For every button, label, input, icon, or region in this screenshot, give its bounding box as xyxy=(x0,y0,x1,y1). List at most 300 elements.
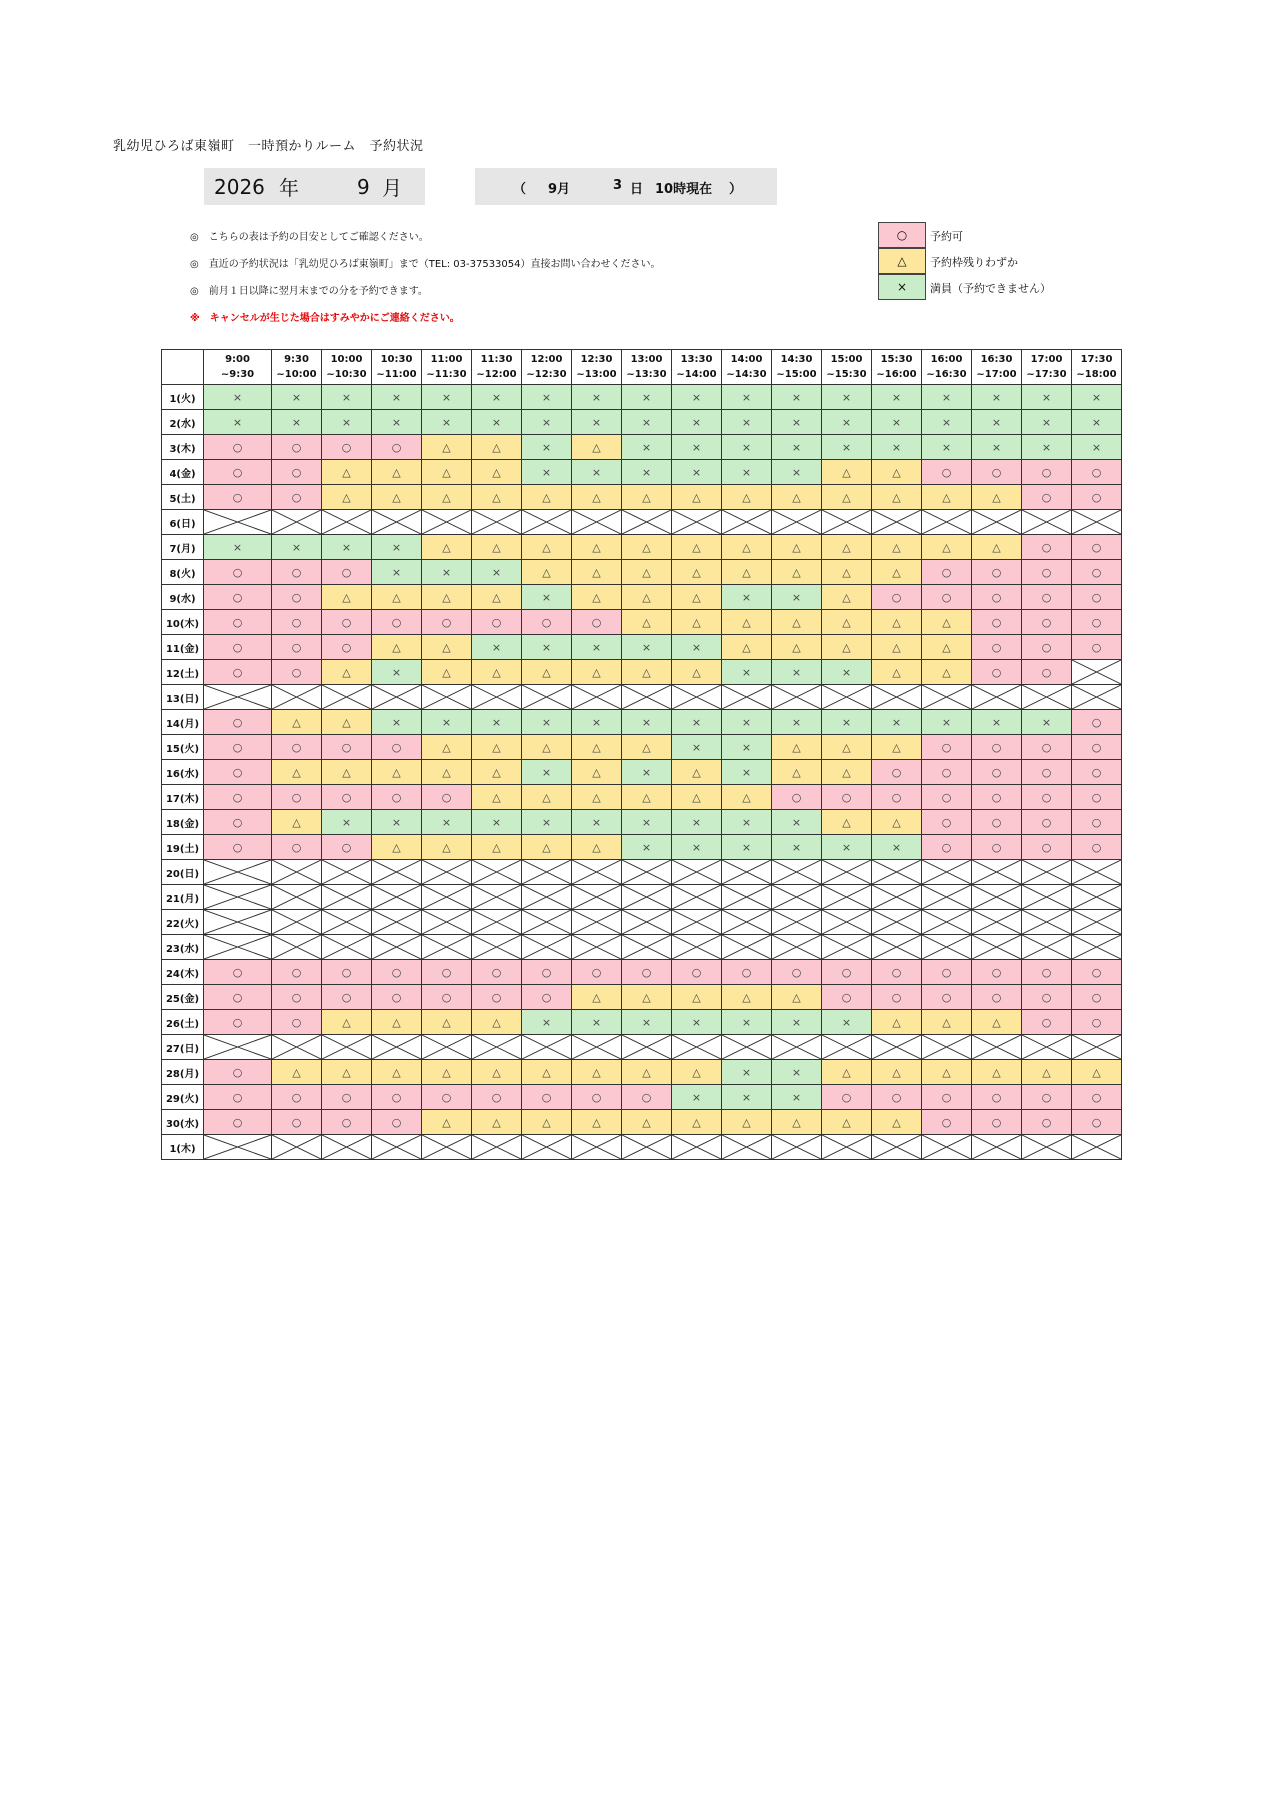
status-cell: × xyxy=(272,535,322,560)
status-cell: × xyxy=(522,710,572,735)
status-cell: ○ xyxy=(1072,610,1122,635)
note-1: ◎ こちらの表は予約の目安としてご確認ください。 xyxy=(190,232,429,243)
status-cell: △ xyxy=(572,660,622,685)
closed-cell xyxy=(622,1035,672,1060)
closed-cell xyxy=(772,510,822,535)
status-cell: × xyxy=(472,635,522,660)
closed-cell xyxy=(372,685,422,710)
status-cell: ○ xyxy=(1022,485,1072,510)
status-cell: ○ xyxy=(1072,1010,1122,1035)
closed-cell xyxy=(472,685,522,710)
status-cell: × xyxy=(322,410,372,435)
status-cell: ○ xyxy=(272,635,322,660)
status-cell: ○ xyxy=(372,610,422,635)
status-cell: △ xyxy=(572,1110,622,1135)
day-label: 14(月) xyxy=(162,710,204,735)
day-label: 11(金) xyxy=(162,635,204,660)
status-cell: ○ xyxy=(472,985,522,1010)
table-row xyxy=(162,560,1122,585)
legend-ok-label: 予約可 xyxy=(930,230,963,243)
status-cell: ○ xyxy=(372,960,422,985)
status-cell: × xyxy=(722,760,772,785)
closed-cell xyxy=(1022,885,1072,910)
status-cell: ○ xyxy=(822,785,872,810)
status-cell: × xyxy=(522,585,572,610)
status-cell: △ xyxy=(622,660,672,685)
status-cell: × xyxy=(372,560,422,585)
status-cell: △ xyxy=(472,1110,522,1135)
status-cell: ○ xyxy=(204,1085,272,1110)
status-cell: △ xyxy=(422,660,472,685)
status-cell: △ xyxy=(472,835,522,860)
closed-cell xyxy=(472,935,522,960)
status-cell: × xyxy=(1072,410,1122,435)
status-cell: △ xyxy=(872,560,922,585)
status-cell: △ xyxy=(372,1010,422,1035)
status-cell: × xyxy=(772,1085,822,1110)
status-cell: △ xyxy=(572,435,622,460)
closed-cell xyxy=(872,935,922,960)
status-cell: × xyxy=(1022,410,1072,435)
status-cell: ○ xyxy=(1072,1110,1122,1135)
status-cell: △ xyxy=(372,460,422,485)
status-cell: ○ xyxy=(322,1110,372,1135)
status-cell: △ xyxy=(522,785,572,810)
status-cell: △ xyxy=(322,1060,372,1085)
status-cell: ○ xyxy=(922,985,972,1010)
table-row xyxy=(162,635,1122,660)
status-cell: × xyxy=(722,585,772,610)
note-3: ◎ 前月１日以降に翌月末までの分を予約できます。 xyxy=(190,286,428,297)
status-cell: △ xyxy=(472,1010,522,1035)
status-cell: × xyxy=(722,1060,772,1085)
closed-cell xyxy=(922,885,972,910)
closed-cell xyxy=(872,860,922,885)
table-row xyxy=(162,510,1122,535)
table-row xyxy=(162,610,1122,635)
closed-cell xyxy=(622,685,672,710)
slot-header: 17:00 ~17:30 xyxy=(1022,350,1072,385)
status-cell: × xyxy=(722,810,772,835)
status-cell: ○ xyxy=(1022,785,1072,810)
status-cell: ○ xyxy=(322,735,372,760)
status-cell: × xyxy=(722,710,772,735)
status-cell: △ xyxy=(422,1010,472,1035)
status-cell: △ xyxy=(872,1110,922,1135)
status-cell: △ xyxy=(1022,1060,1072,1085)
status-cell: × xyxy=(922,410,972,435)
table-row xyxy=(162,785,1122,810)
status-cell: △ xyxy=(572,760,622,785)
closed-cell xyxy=(922,1135,972,1160)
status-cell: △ xyxy=(922,535,972,560)
closed-cell xyxy=(322,685,372,710)
status-cell: ○ xyxy=(422,785,472,810)
day-label: 1(火) xyxy=(162,385,204,410)
day-label: 29(火) xyxy=(162,1085,204,1110)
status-cell: × xyxy=(672,460,722,485)
status-cell: △ xyxy=(822,760,872,785)
status-cell: × xyxy=(322,385,372,410)
status-cell: △ xyxy=(672,660,722,685)
closed-cell xyxy=(922,685,972,710)
status-cell: △ xyxy=(672,585,722,610)
closed-cell xyxy=(322,935,372,960)
closed-cell xyxy=(1072,860,1122,885)
day-label: 15(火) xyxy=(162,735,204,760)
status-cell: △ xyxy=(722,635,772,660)
status-cell: ○ xyxy=(272,585,322,610)
status-cell: × xyxy=(422,410,472,435)
status-cell: △ xyxy=(922,660,972,685)
status-cell: ○ xyxy=(1072,460,1122,485)
closed-cell xyxy=(204,910,272,935)
closed-cell xyxy=(522,860,572,885)
status-cell: △ xyxy=(722,785,772,810)
status-cell: △ xyxy=(572,535,622,560)
status-cell: ○ xyxy=(872,760,922,785)
table-row xyxy=(162,485,1122,510)
status-cell: △ xyxy=(672,985,722,1010)
status-cell: × xyxy=(722,435,772,460)
closed-cell xyxy=(522,935,572,960)
closed-cell xyxy=(572,685,622,710)
closed-cell xyxy=(1072,1035,1122,1060)
status-cell: △ xyxy=(872,485,922,510)
status-cell: △ xyxy=(972,1010,1022,1035)
status-cell: △ xyxy=(922,1060,972,1085)
closed-cell xyxy=(472,860,522,885)
closed-cell xyxy=(322,1035,372,1060)
status-cell: ○ xyxy=(972,660,1022,685)
status-cell: ○ xyxy=(1022,835,1072,860)
legend-few xyxy=(878,248,1178,274)
status-cell: △ xyxy=(872,460,922,485)
day-label: 27(日) xyxy=(162,1035,204,1060)
closed-cell xyxy=(204,935,272,960)
closed-cell xyxy=(1072,510,1122,535)
slot-header: 15:30 ~16:00 xyxy=(872,350,922,385)
status-cell: ○ xyxy=(272,435,322,460)
status-cell: × xyxy=(622,760,672,785)
closed-cell xyxy=(1022,1035,1072,1060)
status-cell: △ xyxy=(572,1060,622,1085)
closed-cell xyxy=(422,860,472,885)
status-cell: × xyxy=(672,810,722,835)
as-of-box xyxy=(475,168,777,205)
status-cell: × xyxy=(572,635,622,660)
status-cell: × xyxy=(972,435,1022,460)
status-cell: △ xyxy=(622,735,672,760)
status-cell: ○ xyxy=(204,735,272,760)
status-cell: △ xyxy=(722,485,772,510)
status-cell: △ xyxy=(472,460,522,485)
status-cell: × xyxy=(622,460,672,485)
slot-header: 11:30 ~12:00 xyxy=(472,350,522,385)
status-cell: ○ xyxy=(1072,1085,1122,1110)
status-cell: × xyxy=(872,835,922,860)
status-cell: ○ xyxy=(472,1085,522,1110)
status-cell: △ xyxy=(372,485,422,510)
status-cell: × xyxy=(822,660,872,685)
status-cell: × xyxy=(722,660,772,685)
status-cell: △ xyxy=(622,610,672,635)
closed-cell xyxy=(322,510,372,535)
status-cell: × xyxy=(522,635,572,660)
table-row xyxy=(162,535,1122,560)
status-cell: ○ xyxy=(1022,610,1072,635)
status-cell: ○ xyxy=(1072,785,1122,810)
status-cell: × xyxy=(522,810,572,835)
slot-header: 12:30 ~13:00 xyxy=(572,350,622,385)
status-cell: × xyxy=(1022,435,1072,460)
status-cell: ○ xyxy=(204,835,272,860)
status-cell: × xyxy=(372,710,422,735)
status-cell: ○ xyxy=(372,1085,422,1110)
reservation-table xyxy=(161,349,1122,1160)
day-label: 12(土) xyxy=(162,660,204,685)
status-cell: ○ xyxy=(972,585,1022,610)
status-cell: × xyxy=(822,710,872,735)
day-label: 21(月) xyxy=(162,885,204,910)
status-cell: ○ xyxy=(1072,585,1122,610)
status-cell: △ xyxy=(822,610,872,635)
day-label: 10(木) xyxy=(162,610,204,635)
slot-header: 10:30 ~11:00 xyxy=(372,350,422,385)
table-row xyxy=(162,1085,1122,1110)
day-label: 26(土) xyxy=(162,1010,204,1035)
status-cell: △ xyxy=(722,1110,772,1135)
status-cell: △ xyxy=(372,635,422,660)
month-unit: 月 xyxy=(382,176,402,200)
status-cell: ○ xyxy=(422,610,472,635)
closed-cell xyxy=(722,1135,772,1160)
year-unit: 年 xyxy=(279,176,299,200)
day-label: 9(水) xyxy=(162,585,204,610)
closed-cell xyxy=(822,1035,872,1060)
status-cell: △ xyxy=(422,460,472,485)
status-cell: × xyxy=(722,835,772,860)
status-cell: △ xyxy=(822,485,872,510)
status-cell: △ xyxy=(622,1060,672,1085)
status-cell: △ xyxy=(772,535,822,560)
status-cell: ○ xyxy=(522,985,572,1010)
legend-few-label: 予約枠残りわずか xyxy=(930,256,1018,269)
status-cell: △ xyxy=(722,560,772,585)
status-cell: △ xyxy=(872,1060,922,1085)
status-cell: × xyxy=(772,435,822,460)
closed-cell xyxy=(772,910,822,935)
status-cell: △ xyxy=(972,535,1022,560)
status-cell: × xyxy=(572,410,622,435)
closed-cell xyxy=(322,1135,372,1160)
status-cell: × xyxy=(622,410,672,435)
status-cell: △ xyxy=(822,735,872,760)
status-cell: △ xyxy=(422,585,472,610)
day-label: 19(土) xyxy=(162,835,204,860)
closed-cell xyxy=(822,860,872,885)
status-cell: × xyxy=(622,710,672,735)
closed-cell xyxy=(204,1135,272,1160)
status-cell: ○ xyxy=(204,610,272,635)
closed-cell xyxy=(272,885,322,910)
status-cell: ○ xyxy=(1022,460,1072,485)
status-cell: × xyxy=(972,385,1022,410)
as-of-hour: 10時現在 xyxy=(655,182,713,197)
status-cell: × xyxy=(522,385,572,410)
slot-header: 9:00 ~9:30 xyxy=(204,350,272,385)
status-cell: ○ xyxy=(1022,660,1072,685)
status-cell: × xyxy=(372,660,422,685)
closed-cell xyxy=(722,935,772,960)
status-cell: × xyxy=(1022,710,1072,735)
status-cell: ○ xyxy=(872,585,922,610)
closed-cell xyxy=(872,685,922,710)
table-header-row xyxy=(162,350,1122,385)
status-cell: × xyxy=(872,710,922,735)
status-cell: ○ xyxy=(1072,835,1122,860)
table-row xyxy=(162,985,1122,1010)
status-cell: ○ xyxy=(972,560,1022,585)
status-cell: ○ xyxy=(922,1110,972,1135)
status-cell: ○ xyxy=(822,1085,872,1110)
status-cell: △ xyxy=(722,535,772,560)
status-cell: △ xyxy=(872,810,922,835)
status-cell: △ xyxy=(522,535,572,560)
status-cell: △ xyxy=(672,1110,722,1135)
day-label: 3(木) xyxy=(162,435,204,460)
table-row xyxy=(162,1110,1122,1135)
status-cell: × xyxy=(772,810,822,835)
status-cell: ○ xyxy=(204,810,272,835)
closed-cell xyxy=(372,860,422,885)
day-label: 18(金) xyxy=(162,810,204,835)
status-cell: × xyxy=(672,835,722,860)
closed-cell xyxy=(1072,1135,1122,1160)
status-cell: × xyxy=(722,410,772,435)
status-cell: ○ xyxy=(204,635,272,660)
status-cell: ○ xyxy=(522,1085,572,1110)
page-title: 乳幼児ひろば東嶺町 一時預かりルーム 予約状況 xyxy=(113,139,424,154)
closed-cell xyxy=(922,510,972,535)
status-cell: ○ xyxy=(972,810,1022,835)
status-cell: △ xyxy=(972,485,1022,510)
status-cell: △ xyxy=(572,560,622,585)
status-cell: ○ xyxy=(972,785,1022,810)
closed-cell xyxy=(1022,510,1072,535)
status-cell: ○ xyxy=(822,960,872,985)
status-cell: × xyxy=(672,385,722,410)
status-cell: ○ xyxy=(322,985,372,1010)
status-cell: △ xyxy=(672,760,722,785)
day-label: 1(木) xyxy=(162,1135,204,1160)
status-cell: △ xyxy=(472,585,522,610)
closed-cell xyxy=(572,885,622,910)
status-cell: △ xyxy=(322,710,372,735)
closed-cell xyxy=(322,885,372,910)
legend-full-symbol: × xyxy=(878,274,926,300)
as-of-day-unit: 日 xyxy=(630,182,644,197)
status-cell: △ xyxy=(672,485,722,510)
day-label: 8(火) xyxy=(162,560,204,585)
status-cell: ○ xyxy=(204,1110,272,1135)
status-cell: × xyxy=(522,410,572,435)
status-cell: × xyxy=(372,410,422,435)
status-cell: △ xyxy=(772,985,822,1010)
closed-cell xyxy=(522,910,572,935)
closed-cell xyxy=(522,510,572,535)
status-cell: ○ xyxy=(972,1085,1022,1110)
status-cell: × xyxy=(622,1010,672,1035)
slot-header: 17:30 ~18:00 xyxy=(1072,350,1122,385)
status-cell: ○ xyxy=(772,960,822,985)
table-row xyxy=(162,910,1122,935)
status-cell: × xyxy=(822,385,872,410)
status-cell: ○ xyxy=(272,610,322,635)
closed-cell xyxy=(472,1135,522,1160)
status-cell: ○ xyxy=(822,985,872,1010)
closed-cell xyxy=(722,910,772,935)
closed-cell xyxy=(1072,685,1122,710)
status-cell: △ xyxy=(572,835,622,860)
closed-cell xyxy=(372,935,422,960)
status-cell: △ xyxy=(822,635,872,660)
status-cell: × xyxy=(772,660,822,685)
closed-cell xyxy=(372,885,422,910)
closed-cell xyxy=(472,1035,522,1060)
as-of-month: 9月 xyxy=(548,182,571,197)
closed-cell xyxy=(672,935,722,960)
status-cell: △ xyxy=(672,535,722,560)
closed-cell xyxy=(772,885,822,910)
status-cell: × xyxy=(372,385,422,410)
status-cell: △ xyxy=(522,660,572,685)
table-body xyxy=(162,385,1122,1160)
status-cell: △ xyxy=(922,610,972,635)
closed-cell xyxy=(272,510,322,535)
status-cell: × xyxy=(772,385,822,410)
legend-full-label: 満員（予約できません） xyxy=(930,282,1051,295)
status-cell: ○ xyxy=(1072,960,1122,985)
status-cell: △ xyxy=(922,635,972,660)
status-cell: △ xyxy=(472,660,522,685)
status-cell: ○ xyxy=(322,610,372,635)
closed-cell xyxy=(572,935,622,960)
status-cell: ○ xyxy=(1072,485,1122,510)
status-cell: × xyxy=(372,810,422,835)
status-cell: ○ xyxy=(922,560,972,585)
status-cell: △ xyxy=(322,460,372,485)
status-cell: × xyxy=(722,1010,772,1035)
status-cell: △ xyxy=(422,535,472,560)
closed-cell xyxy=(272,860,322,885)
status-cell: ○ xyxy=(922,460,972,485)
status-cell: ○ xyxy=(772,785,822,810)
status-cell: × xyxy=(204,535,272,560)
status-cell: ○ xyxy=(922,785,972,810)
status-cell: △ xyxy=(272,710,322,735)
closed-cell xyxy=(422,510,472,535)
closed-cell xyxy=(872,885,922,910)
closed-cell xyxy=(622,510,672,535)
status-cell: ○ xyxy=(272,985,322,1010)
slot-header: 12:00 ~12:30 xyxy=(522,350,572,385)
slot-header: 14:30 ~15:00 xyxy=(772,350,822,385)
closed-cell xyxy=(422,685,472,710)
status-cell: × xyxy=(672,1085,722,1110)
status-cell: ○ xyxy=(204,485,272,510)
closed-cell xyxy=(922,910,972,935)
